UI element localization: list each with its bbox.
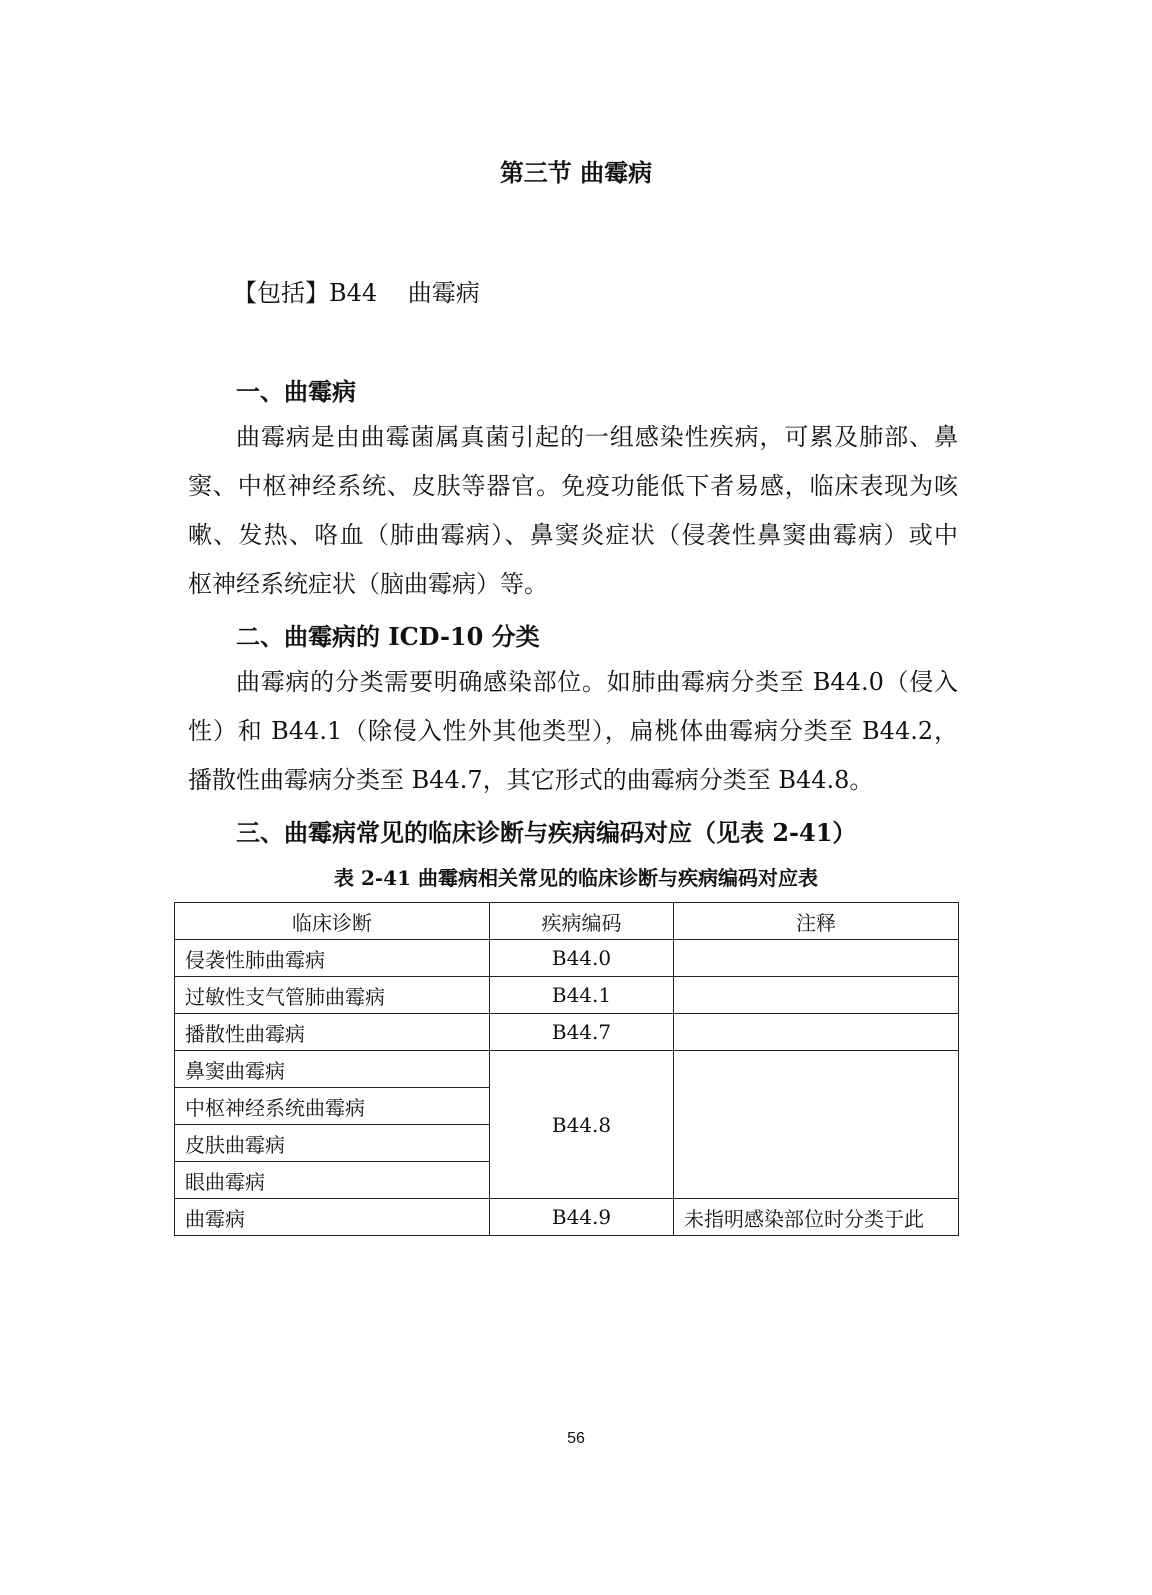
diagnosis-code-table	[174, 902, 959, 1236]
diagnosis-cell: 播散性曲霉病	[175, 1014, 490, 1051]
header-code: 疾病编码	[490, 903, 674, 940]
code-cell: B44.7	[490, 1014, 674, 1051]
note-cell	[674, 940, 959, 977]
paragraph-line: 曲霉病是由曲霉菌属真菌引起的一组感染性疾病，可累及肺部、鼻	[236, 423, 958, 451]
diagnosis-cell: 过敏性支气管肺曲霉病	[175, 977, 490, 1014]
table-row	[175, 1014, 959, 1051]
section-heading-3: 三、曲霉病常见的临床诊断与疾病编码对应（见表 2-41）	[236, 818, 857, 847]
diagnosis-cell: 眼曲霉病	[175, 1162, 490, 1199]
note-cell	[674, 977, 959, 1014]
includes-line: 【包括】B44 曲霉病	[233, 279, 480, 307]
diagnosis-cell: 曲霉病	[175, 1199, 490, 1236]
header-note: 注释	[674, 903, 959, 940]
paragraph-line: 枢神经系统症状（脑曲霉病）等。	[188, 570, 548, 598]
code-cell: B44.0	[490, 940, 674, 977]
section-2-paragraph	[188, 658, 958, 805]
note-cell: 未指明感染部位时分类于此	[674, 1199, 959, 1236]
section-1-paragraph	[188, 413, 958, 609]
header-diagnosis: 临床诊断	[175, 903, 490, 940]
note-cell-merged	[674, 1051, 959, 1199]
note-cell	[674, 1014, 959, 1051]
page-number: 56	[567, 1430, 585, 1447]
table-row	[175, 1051, 959, 1088]
table-row	[175, 1199, 959, 1236]
diagnosis-cell: 中枢神经系统曲霉病	[175, 1088, 490, 1125]
table-caption: 表 2-41 曲霉病相关常见的临床诊断与疾病编码对应表	[334, 866, 818, 890]
diagnosis-cell: 侵袭性肺曲霉病	[175, 940, 490, 977]
code-cell-merged: B44.8	[490, 1051, 674, 1199]
paragraph-line: 窦、中枢神经系统、皮肤等器官。免疫功能低下者易感，临床表现为咳	[188, 472, 958, 500]
table-header-row	[175, 903, 959, 940]
code-cell: B44.9	[490, 1199, 674, 1236]
diagnosis-cell: 皮肤曲霉病	[175, 1125, 490, 1162]
section-title: 第三节 曲霉病	[499, 158, 653, 187]
paragraph-line: 曲霉病的分类需要明确感染部位。如肺曲霉病分类至 B44.0（侵入	[236, 668, 958, 696]
section-heading-2: 二、曲霉病的 ICD-10 分类	[236, 622, 540, 651]
table-row	[175, 977, 959, 1014]
section-heading-1: 一、曲霉病	[236, 377, 356, 406]
paragraph-line: 播散性曲霉病分类至 B44.7，其它形式的曲霉病分类至 B44.8。	[188, 766, 874, 794]
table-row	[175, 940, 959, 977]
paragraph-line: 嗽、发热、咯血（肺曲霉病）、鼻窦炎症状（侵袭性鼻窦曲霉病）或中	[188, 521, 958, 549]
diagnosis-cell: 鼻窦曲霉病	[175, 1051, 490, 1088]
paragraph-line: 性）和 B44.1（除侵入性外其他类型），扁桃体曲霉病分类至 B44.2，	[188, 717, 958, 745]
code-cell: B44.1	[490, 977, 674, 1014]
